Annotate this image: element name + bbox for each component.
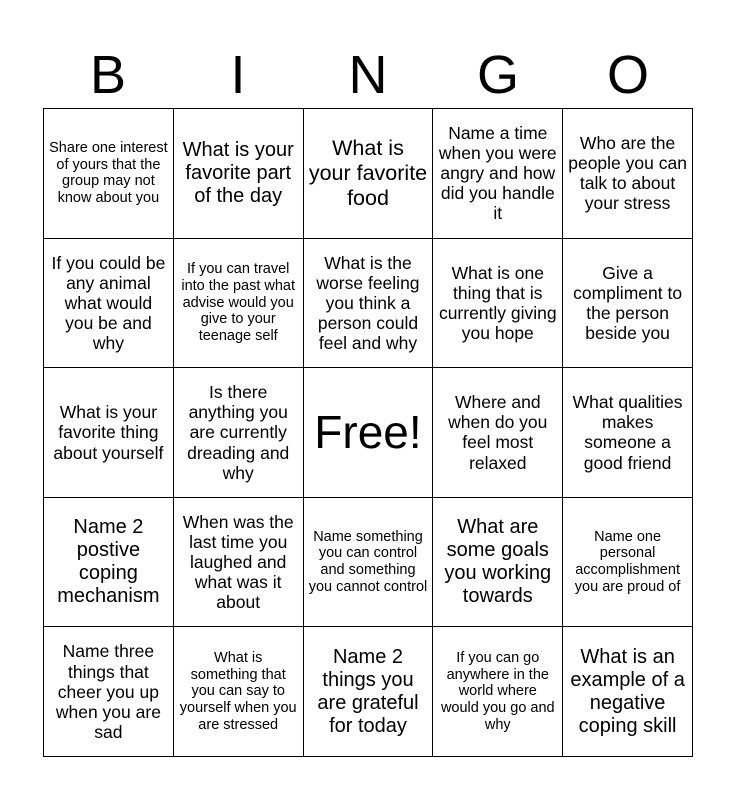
- bingo-cell-r2c5[interactable]: [563, 239, 693, 369]
- cell-text: If you could be any animal what would you be and why: [51, 252, 166, 354]
- bingo-cell-r1c5[interactable]: [563, 109, 693, 239]
- cell-text: What is your favorite food: [308, 136, 428, 210]
- cell-text: Name a time when you were angry and how did you handle it: [438, 122, 557, 224]
- cell-text: Name something you can control and something you cannot control: [308, 528, 428, 595]
- cell-text: Name three things that cheer you up when you are sad: [55, 641, 161, 742]
- bingo-cell-r1c2[interactable]: [174, 109, 304, 239]
- cell-text: What is your favorite part of the day: [182, 138, 294, 207]
- bingo-cell-r2c4[interactable]: [433, 239, 563, 369]
- cell-text: Where and when do you feel most relaxed: [448, 392, 548, 473]
- header-letter-b: B: [89, 45, 127, 105]
- bingo-cell-r1c3[interactable]: [304, 109, 434, 239]
- bingo-cell-r1c4[interactable]: [433, 109, 563, 239]
- cell-text: Who are the people you can talk to about your stress: [568, 133, 687, 214]
- bingo-cell-r3c5[interactable]: [563, 368, 693, 498]
- cell-text: Share one interest of yours that the group may not know about you: [49, 139, 168, 206]
- cell-text: What is the worse feeling you think a person could feel and why: [316, 252, 420, 354]
- cell-text: Is there anything you are currently dreading and why: [187, 382, 290, 483]
- bingo-free-space[interactable]: [304, 368, 434, 498]
- cell-text: What is something that you can say to yourself when you are stressed: [179, 650, 297, 733]
- bingo-cell-r5c5[interactable]: [563, 627, 693, 757]
- bingo-cell-r4c4[interactable]: [433, 498, 563, 628]
- header-letter-o: O: [606, 45, 649, 105]
- bingo-board: [43, 108, 693, 757]
- cell-text: Name 2 things you are grateful for today: [317, 645, 419, 737]
- bingo-cell-r2c1[interactable]: [44, 239, 174, 369]
- bingo-cell-r3c4[interactable]: [433, 368, 563, 498]
- cell-text: If you can go anywhere in the world where would you go and why: [440, 650, 555, 733]
- bingo-cell-r3c1[interactable]: [44, 368, 174, 498]
- cell-text: If you can travel into the past what advise would you give to your teenage self: [181, 261, 296, 344]
- cell-text: When was the last time you laughed and what was it about: [182, 511, 294, 613]
- bingo-cell-r5c1[interactable]: [44, 627, 174, 757]
- cell-text: Name 2 postive coping mechanism: [57, 516, 160, 608]
- free-space-text: Free!: [314, 406, 422, 459]
- bingo-header: [43, 42, 693, 108]
- cell-text: What are some goals you working towards: [444, 516, 552, 608]
- header-letter-g: G: [476, 45, 519, 105]
- cell-text: Name one personal accomplishment you are proud of: [574, 528, 681, 595]
- header-letter-n: N: [348, 45, 388, 105]
- bingo-cell-r3c2[interactable]: [174, 368, 304, 498]
- header-letter-i: I: [230, 45, 246, 105]
- bingo-cell-r5c4[interactable]: [433, 627, 563, 757]
- bingo-cell-r2c2[interactable]: [174, 239, 304, 369]
- bingo-cell-r4c2[interactable]: [174, 498, 304, 628]
- bingo-cell-r4c1[interactable]: [44, 498, 174, 628]
- bingo-cell-r2c3[interactable]: [304, 239, 434, 369]
- cell-text: What is one thing that is currently giving you hope: [438, 262, 557, 344]
- bingo-cell-r4c3[interactable]: [304, 498, 434, 628]
- bingo-cell-r1c1[interactable]: [44, 109, 174, 239]
- bingo-cell-r5c3[interactable]: [304, 627, 434, 757]
- cell-text: What is an example of a negative coping skill: [570, 645, 685, 737]
- cell-text: What is your favorite thing about yourself: [53, 402, 164, 463]
- bingo-cell-r4c5[interactable]: [563, 498, 693, 628]
- bingo-cell-r5c2[interactable]: [174, 627, 304, 757]
- cell-text: Give a compliment to the person beside you: [573, 262, 683, 344]
- cell-text: What qualities makes someone a good friend: [572, 392, 683, 473]
